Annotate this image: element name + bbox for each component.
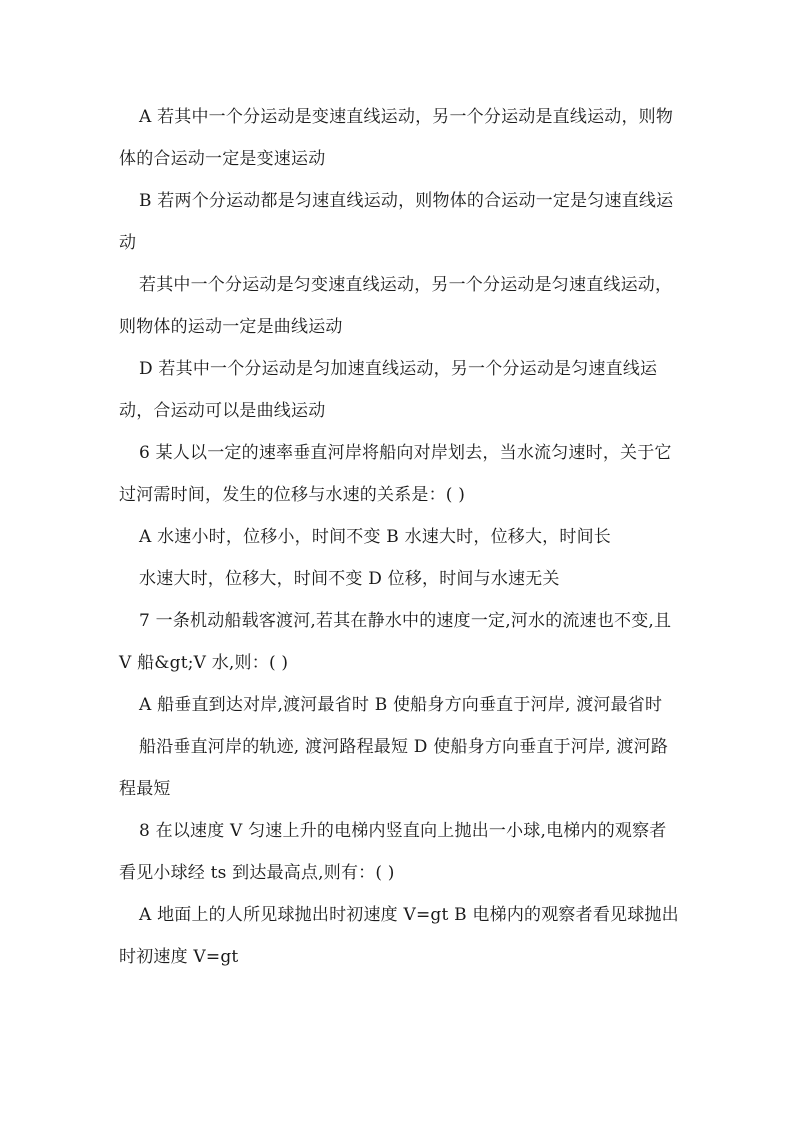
option-paragraph: A 若其中一个分运动是变速直线运动，另一个分运动是直线运动，则物体的合运动一定是变速运动 — [119, 107, 674, 169]
question-paragraph: 8 在以速度 V 匀速上升的电梯内竖直向上抛出一小球,电梯内的观察者看见小球经 ts 到达最高点,则有：( ) — [119, 821, 667, 883]
option-paragraph: 若其中一个分运动是匀变速直线运动，另一个分运动是匀速直线运动，则物体的运动一定是曲线运动 — [119, 275, 673, 337]
document-body — [119, 96, 679, 978]
option-paragraph: 船沿垂直河岸的轨迹, 渡河路程最短 D 使船身方向垂直于河岸, 渡河路程最短 — [119, 737, 669, 799]
option-paragraph: B 若两个分运动都是匀速直线运动，则物体的合运动一定是匀速直线运动 — [119, 191, 674, 253]
option-paragraph: A 水速小时，位移小，时间不变 B 水速大时，位移大，时间长 — [139, 527, 611, 547]
option-paragraph: A 船垂直到达对岸,渡河最省时 B 使船身方向垂直于河岸, 渡河最省时 — [139, 695, 663, 715]
option-paragraph: A 地面上的人所见球抛出时初速度 V=gt B 电梯内的观察者看见球抛出时初速度 V=gt — [119, 905, 679, 967]
option-paragraph: D 若其中一个分运动是匀加速直线运动，另一个分运动是匀速直线运动，合运动可以是曲线运动 — [119, 359, 658, 421]
question-paragraph: 7 一条机动船载客渡河,若其在静水中的速度一定,河水的流速也不变,且 V 船&gt;V 水,则：( ) — [119, 611, 672, 673]
question-paragraph: 6 某人以一定的速率垂直河岸将船向对岸划去，当水流匀速时，关于它过河需时间，发生的位移与水速的关系是：( ) — [119, 443, 672, 505]
option-paragraph: 水速大时，位移大，时间不变 D 位移，时间与水速无关 — [139, 569, 560, 589]
